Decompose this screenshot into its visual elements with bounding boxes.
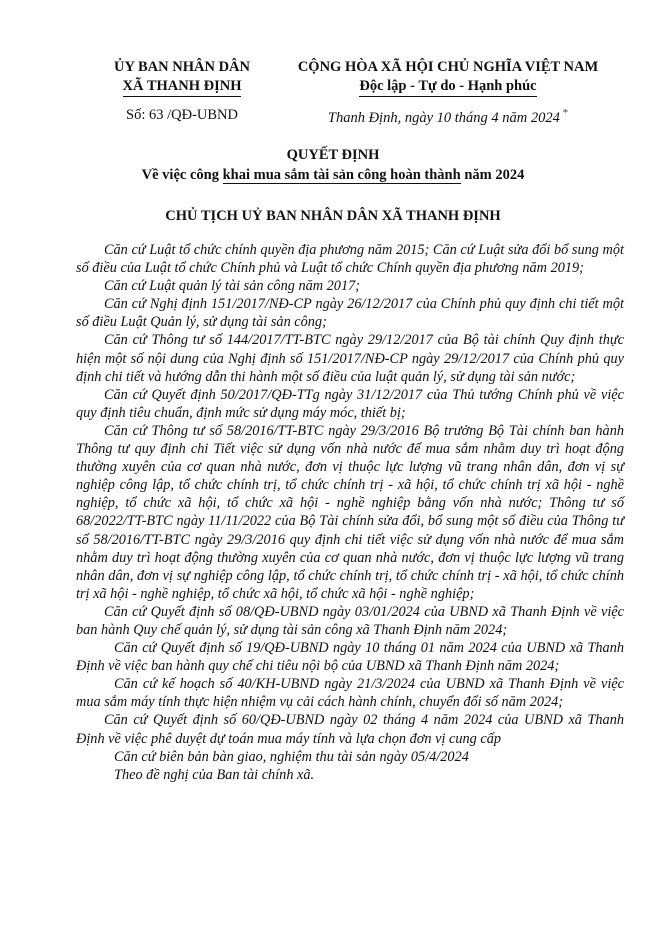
legal-basis-paragraph: Căn cứ biên bản bàn giao, nghiệm thu tài sản ngày 05/4/2024 [114, 748, 469, 765]
subtitle-part3: năm 2024 [460, 167, 525, 183]
document-number: Số: 63 /QĐ-UBND [126, 107, 238, 123]
legal-basis-paragraph: Căn cứ kế hoạch số 40/KH-UBND ngày 21/3/2024 của UBND xã Thanh Định về việc mua sắm máy tính thực hiện nhiệm vụ cải cách hành chính, chuyển đổi số năm 2024; [76, 676, 624, 711]
national-motto: Độc lập - Tự do - Hạnh phúc [359, 77, 536, 97]
issuing-authority [78, 58, 286, 97]
legal-basis-paragraph: Căn cứ Quyết định số 60/QĐ-UBND ngày 02 tháng 4 năm 2024 của UBND xã Thanh Định về việc phê duyệt dự toán mua máy tính và lựa chọn đơn vị cung cấp [76, 712, 624, 747]
subtitle-part1: Về việc công [141, 167, 223, 183]
subtitle-part2: khai mua sắm tài sản công hoàn thành [222, 167, 461, 183]
legal-basis-section [76, 241, 624, 784]
national-title: CỘNG HÒA XÃ HỘI CHỦ NGHĨA VIỆT NAM [297, 59, 599, 75]
document-subtitle [0, 166, 666, 185]
authority-heading: CHỦ TỊCH UỶ BAN NHÂN DÂN XÃ THANH ĐỊNH [165, 208, 501, 224]
issuing-authority-line2: XÃ THANH ĐỊNH [123, 77, 242, 97]
national-header [270, 58, 626, 97]
legal-basis-paragraph: Căn cứ Quyết định 50/2017/QĐ-TTg ngày 31/12/2017 của Thủ tướng Chính phủ về việc quy định tiêu chuẩn, định mức sử dụng máy móc, thiết bị; [76, 386, 624, 421]
legal-basis-paragraph: Căn cứ Quyết định số 08/QĐ-UBND ngày 03/01/2024 của UBND xã Thanh Định về việc ban hành Quy chế quản lý, sử dụng tài sản công xã Thanh Định năm 2024; [76, 603, 624, 638]
issuing-authority-line1: ỦY BAN NHÂN DÂN [113, 59, 250, 75]
legal-basis-paragraph: Theo đề nghị của Ban tài chính xã. [114, 766, 315, 783]
document-title: QUYẾT ĐỊNH [286, 147, 380, 163]
legal-basis-paragraph: Căn cứ Thông tư số 58/2016/TT-BTC ngày 29/3/2016 Bộ trưởng Bộ Tài chính ban hành Thông tư quy định chi Tiết việc sử dụng vốn nhà nước để mua sắm nhằm duy trì hoạt động thường xuyên của cơ quan nhà nước, đơn vị thuộc lực lượng vũ trang nhân dân, đơn vị sự nghiệp công lập, tổ chức chính trị, tổ chức chính trị - xã hội, tổ chức chính trị xã hội - nghề nghiệp, tổ chức xã hội, tổ chức xã hội - nghề nghiệp bằng vốn nhà nước; Thông tư số 68/2022/TT-BTC ngày 11/11/2022 của Bộ Tài chính sửa đổi, bổ sung một số điều của Thông tư số 58/2016/TT-BTC ngày 29/3/2016 quy định chi tiết việc sử dụng vốn nhà nước để mua sắm nhằm duy trì hoạt động thường xuyên của cơ quan nhà nước, đơn vị thuộc lực lượng vũ trang nhân dân, đơn vị sự nghiệp công lập, tổ chức chính trị, tổ chức chính trị - xã hội, tổ chức chính trị xã hội - nghề nghiệp, tổ chức xã hội, tổ chức xã hội - nghề nghiệp; [76, 422, 624, 602]
legal-basis-paragraph: Căn cứ Thông tư số 144/2017/TT-BTC ngày 29/12/2017 của Bộ tài chính Quy định thực hiện một số nội dung của Nghị định số 151/2017/NĐ-CP ngày 29/12/2017 của Chính phủ quy định chi tiết và hướng dẫn thi hành một số điều của luật quản lý, sử dụng tài sản nước; [76, 332, 624, 385]
legal-basis-paragraph: Căn cứ Quyết định số 19/QĐ-UBND ngày 10 tháng 01 năm 2024 của UBND xã Thanh Định về việc ban hành quy chế chi tiêu nội bộ của UBND xã Thanh Định năm 2024; [76, 640, 624, 675]
place-date [270, 107, 626, 127]
legal-basis-paragraph: Căn cứ Luật quản lý tài sản công năm 2017; [104, 278, 360, 295]
legal-basis-paragraph: Căn cứ Luật tổ chức chính quyền địa phương năm 2015; Căn cứ Luật sửa đổi bổ sung một số điều của Luật tổ chức Chính phủ và Luật tổ chức Chính quyền địa phương năm 2019; [76, 242, 624, 277]
legal-basis-paragraph: Căn cứ Nghị định 151/2017/NĐ-CP ngày 26/12/2017 của Chính phủ quy định chi tiết một số điều Luật Quản lý, sử dụng tài sản công; [76, 296, 624, 331]
place-date-text: Thanh Định, ngày 10 tháng 4 năm 2024 [327, 109, 560, 126]
asterisk-mark: * [559, 107, 569, 119]
